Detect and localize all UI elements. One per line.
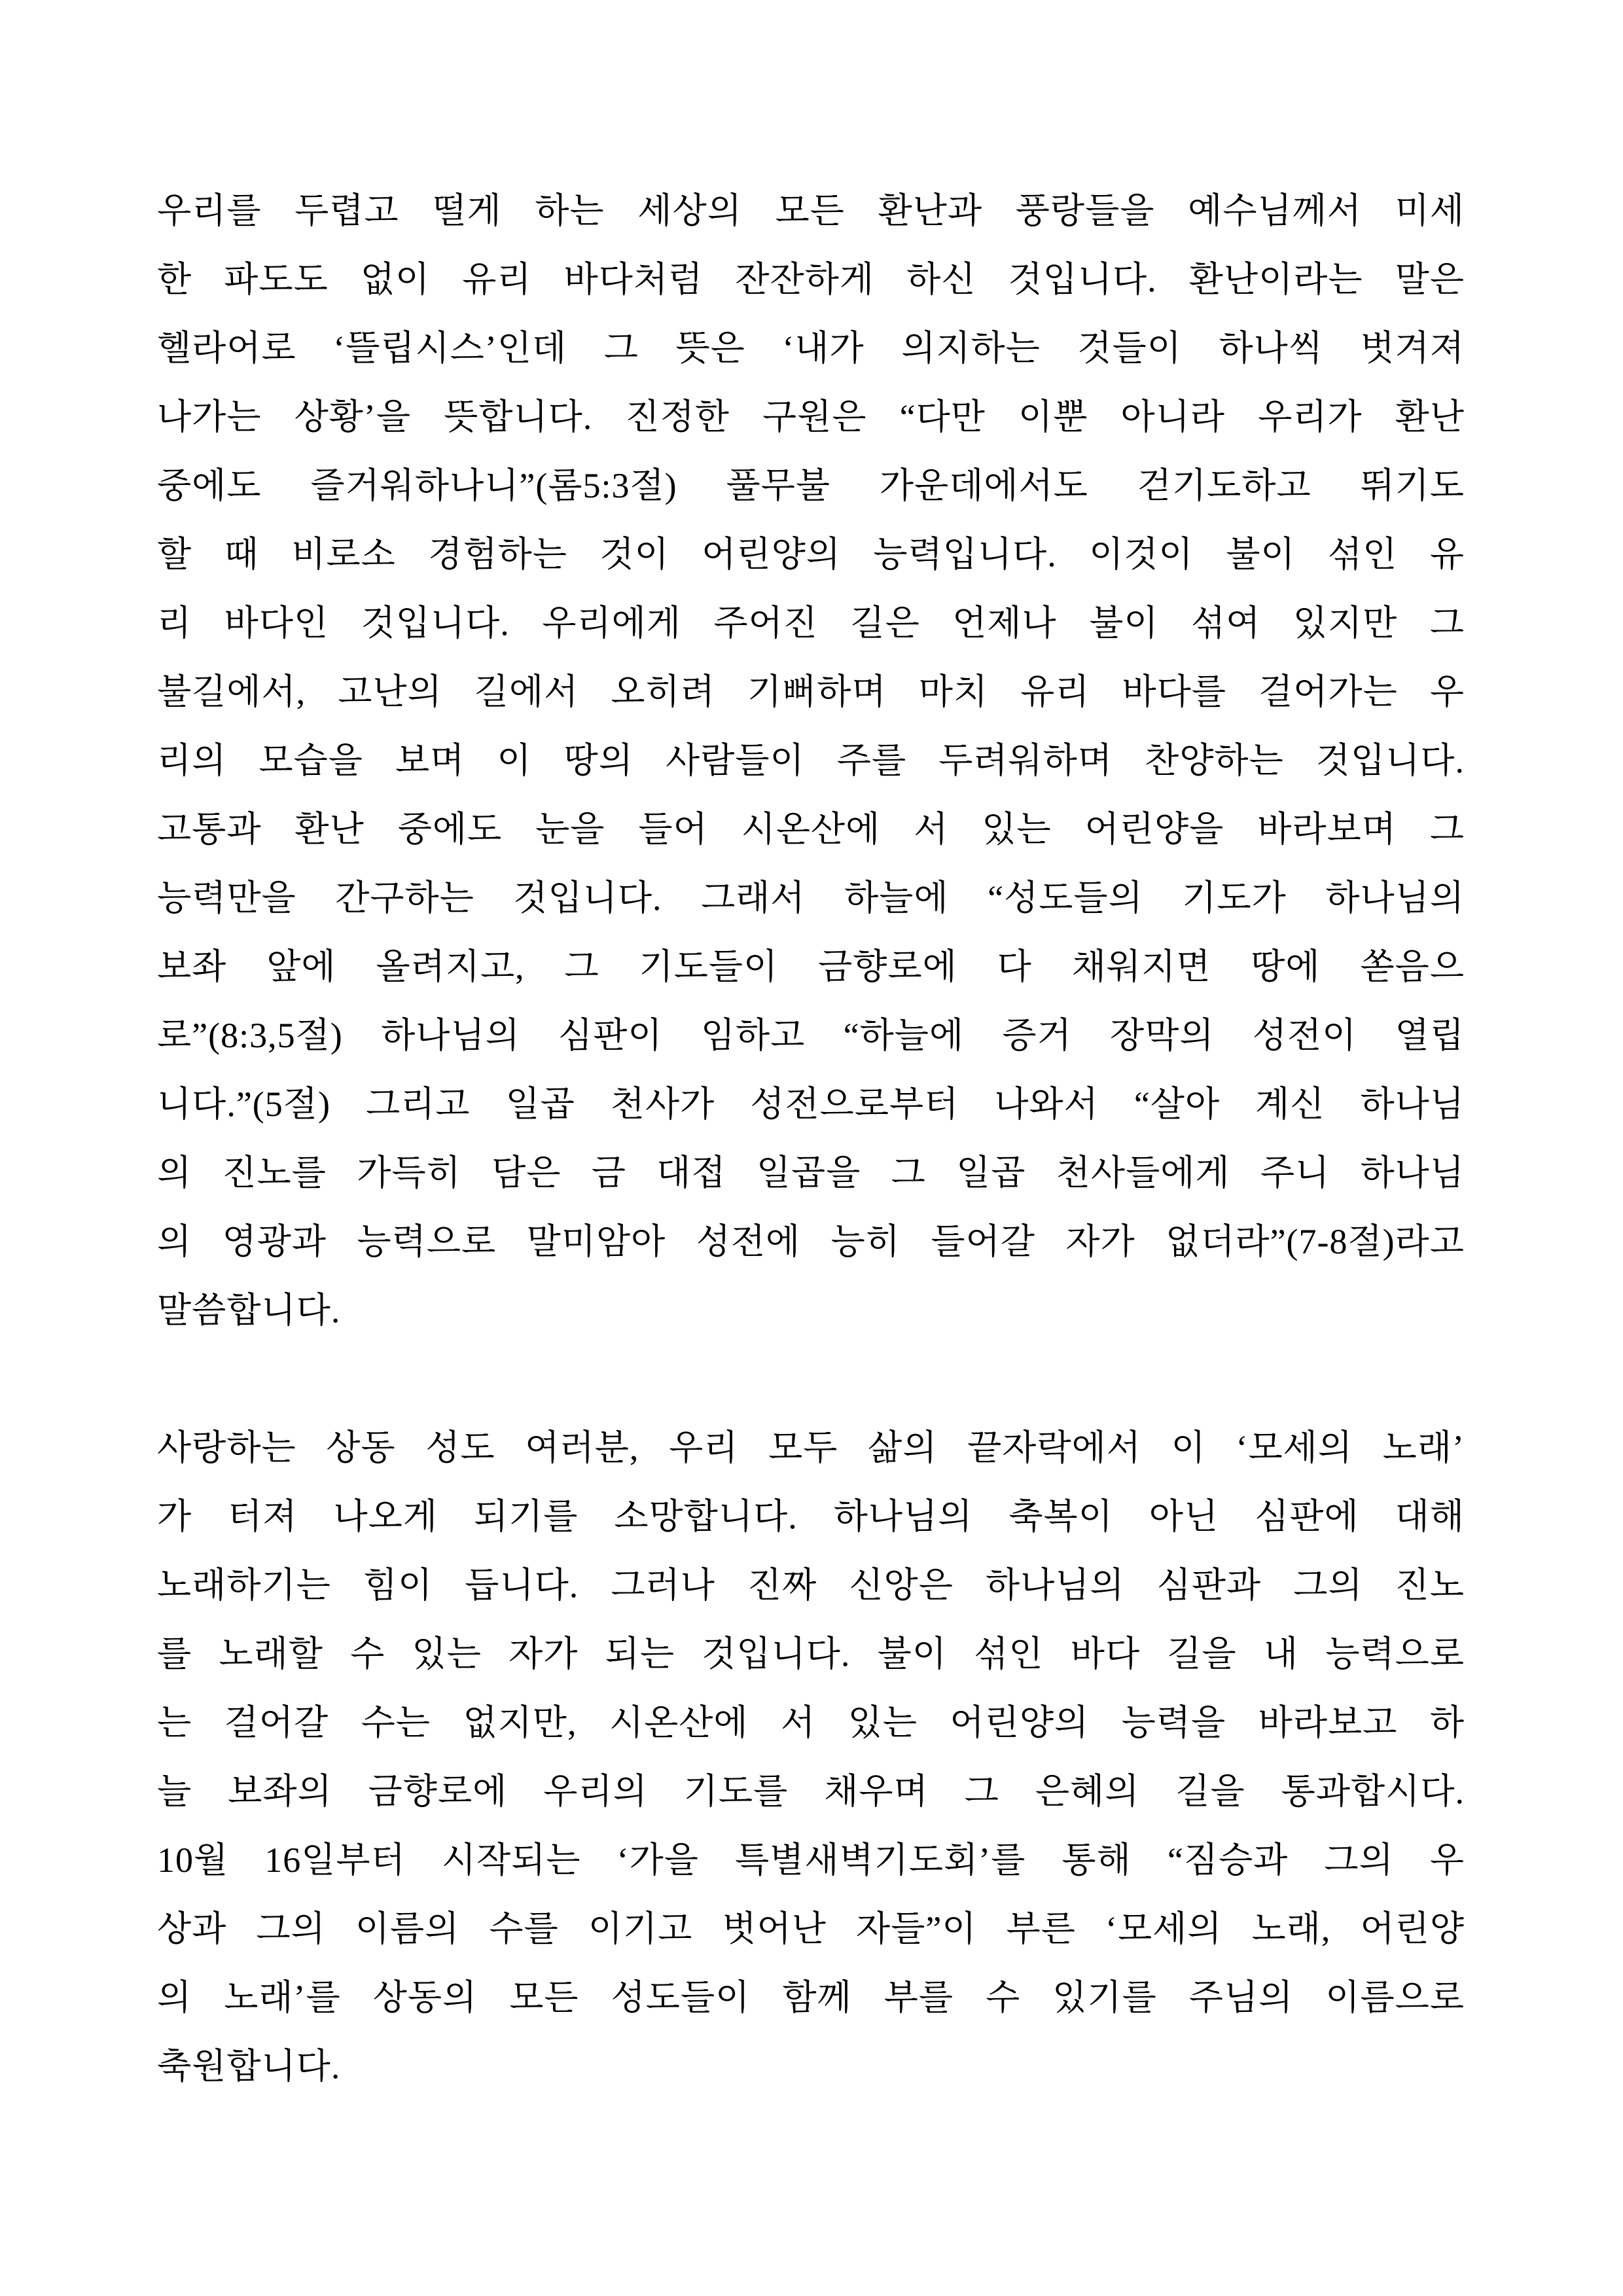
text-line: 를 노래할 수 있는 자가 되는 것입니다. 불이 섞인 바다 길을 내 능력으로 <box>157 1634 1465 1674</box>
text-line: 중에도 즐거워하나니”(롬5:3절) 풀무불 가운데에서도 걷기도하고 뛰기도 <box>157 466 1465 505</box>
text-line: 나가는 상황’을 뜻합니다. 진정한 구원은 “다만 이뿐 아니라 우리가 환난 <box>157 397 1465 437</box>
text-line: 의 노래’를 상동의 모든 성도들이 함께 부를 수 있기를 주님의 이름으로 <box>157 1978 1465 2017</box>
text-line: 보좌 앞에 올려지고, 그 기도들이 금향로에 다 채워지면 땅에 쏟음으 <box>157 947 1465 986</box>
text-line: 노래하기는 힘이 듭니다. 그러나 진짜 신앙은 하나님의 심판과 그의 진노 <box>157 1566 1465 1605</box>
text-line: 축원합니다. <box>157 2047 341 2086</box>
text-line: 리 바다인 것입니다. 우리에게 주어진 길은 언제나 불이 섞여 있지만 그 <box>157 603 1465 643</box>
paragraph-2 <box>157 1414 1465 2101</box>
text-line: 고통과 환난 중에도 눈을 들어 시온산에 서 있는 어린양을 바라보며 그 <box>157 810 1465 849</box>
text-line: 할 때 비로소 경험하는 것이 어린양의 능력입니다. 이것이 불이 섞인 유 <box>157 535 1465 574</box>
text-line: 의 진노를 가득히 담은 금 대접 일곱을 그 일곱 천사들에게 주니 하나님 <box>157 1153 1465 1193</box>
text-line: 한 파도도 없이 유리 바다처럼 잔잔하게 하신 것입니다. 환난이라는 말은 <box>157 260 1465 299</box>
paragraph-1 <box>157 177 1465 1345</box>
text-line: 리의 모습을 보며 이 땅의 사람들이 주를 두려워하며 찬양하는 것입니다. <box>157 741 1465 780</box>
text-line: 헬라어로 ‘뜰립시스’인데 그 뜻은 ‘내가 의지하는 것들이 하나씩 벗겨져 <box>157 329 1465 368</box>
text-line: 는 걸어갈 수는 없지만, 시온산에 서 있는 어린양의 능력을 바라보고 하 <box>157 1703 1465 1742</box>
text-line: 불길에서, 고난의 길에서 오히려 기뻐하며 마치 유리 바다를 걸어가는 우 <box>157 672 1465 711</box>
text-line: 늘 보좌의 금향로에 우리의 기도를 채우며 그 은혜의 길을 통과합시다. <box>157 1772 1465 1811</box>
text-line: 니다.”(5절) 그리고 일곱 천사가 성전으로부터 나와서 “살아 계신 하나님 <box>157 1085 1465 1124</box>
text-line: 의 영광과 능력으로 말미암아 성전에 능히 들어갈 자가 없더라”(7-8절)라고 <box>157 1222 1465 1261</box>
text-line: 10월 16일부터 시작되는 ‘가을 특별새벽기도회’를 통해 “짐승과 그의 우 <box>157 1840 1465 1880</box>
text-line: 능력만을 간구하는 것입니다. 그래서 하늘에 “성도들의 기도가 하나님의 <box>157 878 1465 918</box>
text-line: 상과 그의 이름의 수를 이기고 벗어난 자들”이 부른 ‘모세의 노래, 어린양 <box>157 1909 1465 1948</box>
text-line: 가 터져 나오게 되기를 소망합니다. 하나님의 축복이 아닌 심판에 대해 <box>157 1497 1465 1536</box>
text-line: 로”(8:3,5절) 하나님의 심판이 임하고 “하늘에 증거 장막의 성전이 열립 <box>157 1016 1465 1055</box>
document-body <box>157 177 1465 2101</box>
text-line: 우리를 두렵고 떨게 하는 세상의 모든 환난과 풍랑들을 예수님께서 미세 <box>157 191 1465 230</box>
text-line: 사랑하는 상동 성도 여러분, 우리 모두 삶의 끝자락에서 이 ‘모세의 노래’ <box>157 1428 1465 1467</box>
text-line: 말씀합니다. <box>157 1291 341 1330</box>
